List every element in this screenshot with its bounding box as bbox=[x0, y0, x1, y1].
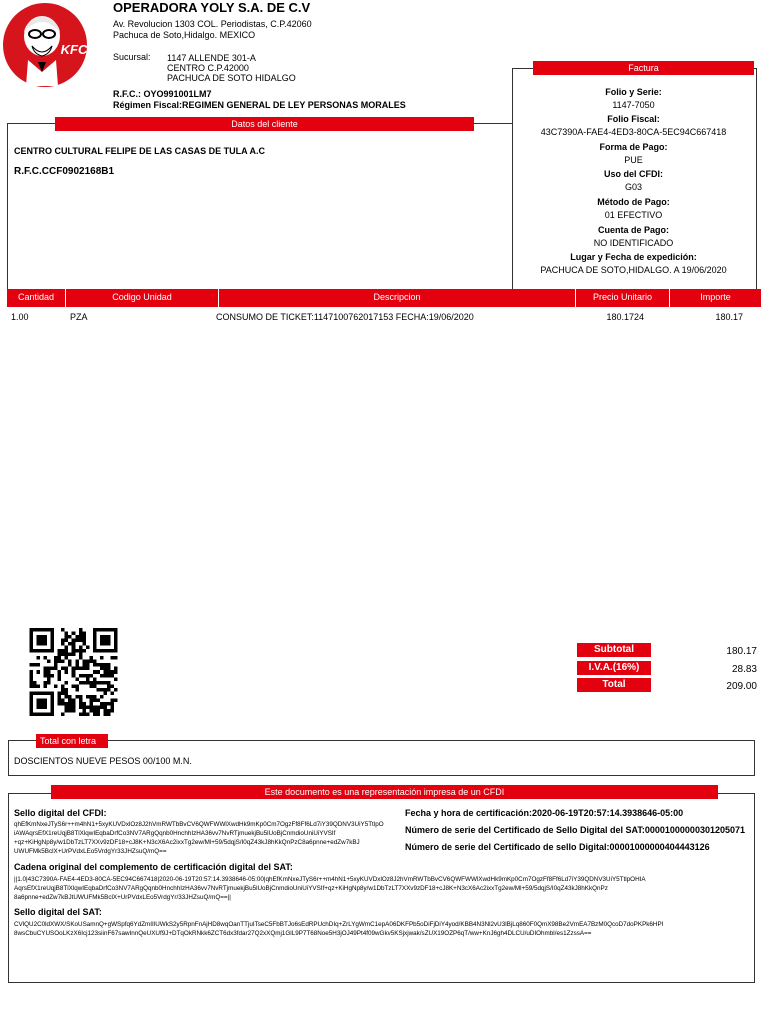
cadena-original-text bbox=[14, 875, 744, 902]
cliente-title: Datos del cliente bbox=[55, 117, 474, 131]
serie-certificado-sat: Número de serie del Certificado de Sello Digital del SAT:00001000000301205071 bbox=[405, 825, 745, 835]
fecha-certificacion: Fecha y hora de certificación:2020-06-19T20:57:14.3938646-05:00 bbox=[405, 808, 684, 818]
kfc-logo-text: KFC bbox=[60, 42, 88, 57]
cliente-name: CENTRO CULTURAL FELIPE DE LAS CASAS DE TULA A.C bbox=[14, 146, 266, 156]
sucursal-line: CENTRO C.P.42000 bbox=[167, 63, 249, 73]
factura-title: Factura bbox=[533, 61, 754, 75]
total-label: Total bbox=[577, 678, 651, 692]
cliente-rfc: R.F.C.CCF0902168B1 bbox=[14, 166, 115, 177]
sello-cfdi-line: UWUFMk5BclX+UrPVdxLEo5VrdgYr33JHZsuQ/mQ== bbox=[14, 848, 167, 855]
sucursal-line: 1147 ALLENDE 301-A bbox=[167, 53, 256, 63]
company-name: OPERADORA YOLY S.A. DE C.V bbox=[113, 0, 311, 15]
sucursal-line: PACHUCA DE SOTO HIDALGO bbox=[167, 73, 296, 83]
cadena-line: 8a6pnne+edZw7kBJtUWUFMk5BclX+UrPVdxLEo5VrdgYr/33JHZsuQ/mQ==|| bbox=[14, 894, 231, 901]
col-precio-unitario: Precio Unitario bbox=[576, 289, 670, 307]
forma-pago-label: Forma de Pago: bbox=[599, 142, 668, 152]
metodo-pago-value: 01 EFECTIVO bbox=[604, 210, 663, 220]
total-letra-text: DOSCIENTOS NUEVE PESOS 00/100 M.N. bbox=[14, 756, 192, 766]
total-letra-title: Total con letra bbox=[36, 734, 108, 748]
lugar-fecha-value: PACHUCA DE SOTO,HIDALGO. A 19/06/2020 bbox=[540, 265, 727, 275]
sello-cfdi-label: Sello digital del CFDI: bbox=[14, 808, 107, 818]
lugar-fecha-label: Lugar y Fecha de expedición: bbox=[570, 252, 697, 262]
sello-sat-text bbox=[14, 920, 744, 938]
cuenta-pago-value: NO IDENTIFICADO bbox=[593, 238, 674, 248]
company-address-line1: Av. Revolucion 1303 COL. Periodistas, C.P.42060 bbox=[113, 19, 312, 29]
folio-serie-value: 1147-7050 bbox=[612, 100, 655, 110]
folio-fiscal-value: 43C7390A-FAE4-4ED3-80CA-5EC94C667418 bbox=[540, 127, 727, 137]
folio-serie-label: Folio y Serie: bbox=[605, 87, 662, 97]
subtotal-label: Subtotal bbox=[577, 643, 651, 657]
iva-value: 28.83 bbox=[731, 664, 757, 675]
sello-sat-line: 8wsCbuCYUSOoLKzX6Icj123siinF67sawInnQeUXUf9J+DTqOkRNkk6ZCT6dx3fdar27Q2xXQmj1GlL9P7T68Noe5H3jOJ49Pt4f09wGkv5KSjxjwak/sZUX19OZP6qT/ww+KnJ6gh4DLCU/uDIOhmbl/es1ZzssA== bbox=[14, 930, 592, 937]
sello-sat-label: Sello digital del SAT: bbox=[14, 907, 102, 917]
kfc-logo bbox=[2, 2, 88, 88]
row-importe: 180.17 bbox=[715, 312, 743, 322]
cfdi-title: Este documento es una representación impresa de un CFDI bbox=[51, 785, 718, 799]
company-address-line2: Pachuca de Soto,Hidalgo. MEXICO bbox=[113, 30, 256, 40]
cadena-original-label: Cadena original del complemento de certificación digital del SAT: bbox=[14, 862, 293, 872]
uso-cfdi-label: Uso del CFDI: bbox=[603, 169, 663, 179]
iva-label: I.V.A.(16%) bbox=[577, 661, 651, 675]
col-codigo-unidad: Codigo Unidad bbox=[66, 289, 219, 307]
sello-sat-line: CVlQU2C0ldXWX/SKoUSamnQ+gWSpfq6YdZmIIlUWkS2y5RpnFnAjHD8wqOanTTjuITseC5FbBTJo6sEdRPUchDIq+ZrLYgWmC1epA06DKFPb5oDiFjDiY4yod/KBB4N3Nl2vU3lBjLq860F0QmX98Be2VmEA7BzM0QcoD7doPKPk6HPI bbox=[14, 921, 664, 928]
metodo-pago-label: Método de Pago: bbox=[597, 197, 670, 207]
regimen-fiscal: Régimen Fiscal:REGIMEN GENERAL DE LEY PERSONAS MORALES bbox=[113, 100, 406, 110]
row-descripcion: CONSUMO DE TICKET:1147100762017153 FECHA:19/06/2020 bbox=[216, 312, 474, 322]
sello-cfdi-line: +qz+KiHgNp8y/w1DbTzLT7XXv9zDF18+cJ8K+N3cX6Ac2ixxTg2ew/Ml+59/5dqjS/I0qZ43kJ8hKkQnPzC8a6pnne+edZw7kBJ bbox=[14, 839, 360, 846]
sello-cfdi-line: qhEfKmNxeJTyS6r++m4hN1+5xyKUVDxlOz8J2hVmRWTbBvCV6QWFWWlXwdHk9mKp0Cm7OgzFf8Ff6Ld7iY39QDNV3UiY5TtlpO bbox=[14, 821, 384, 828]
sucursal-label: Sucursal: bbox=[113, 52, 151, 62]
folio-fiscal-label: Folio Fiscal: bbox=[607, 114, 660, 124]
row-precio: 180.1724 bbox=[606, 312, 644, 322]
subtotal-value: 180.17 bbox=[726, 646, 757, 657]
qr-code bbox=[27, 628, 120, 716]
row-cantidad: 1.00 bbox=[11, 312, 29, 322]
sello-cfdi-text bbox=[14, 820, 414, 856]
col-cantidad: Cantidad bbox=[7, 289, 66, 307]
row-unidad: PZA bbox=[70, 312, 88, 322]
emisor-rfc: R.F.C.: OYO991001LM7 bbox=[113, 89, 212, 99]
uso-cfdi-value: G03 bbox=[624, 182, 642, 192]
forma-pago-value: PUE bbox=[624, 155, 643, 165]
total-value: 209.00 bbox=[726, 681, 757, 692]
sello-cfdi-line: iAWAqrsEfX1reUqjB8TlXlqwIEqbaDrfCo3NV7ARgQqnb0HnchhIzHA36vv7NvRTjmuekjBu5lUoBjCnmdioUniUiYVSIf bbox=[14, 830, 336, 837]
cadena-line: ||1.0|43C7390A-FAE4-4ED3-80CA-5EC94C667418|2020-06-19T20:57:14.3938646-05:00|qhEfKmNxeJTyS6r++m4hN1+5xyKUVDxlOz8J2hVmRWTbBvCV6QWFWWlXwdHk9mKp0Cm7OgzFf8Ff6Ld7iY39QDNV3UiY5TtlpOHIA bbox=[14, 876, 646, 883]
cadena-line: AqrsEfX1reUqjB8TlXlqwIEqbaDrfCo3NV7ARgQqnb0HnchhIzHA36vv7NvRTjmuekjBu5lUoBjCnmdioUniUiYVSIf+qz+KiHgNp8y/w1DbTzLT7XXv9zDF18+cJ8K+N3cX6Ac2ixxTg2ew/Ml+59/5dqjS/I0qZ43kJ8hKkQnPz bbox=[14, 885, 608, 892]
col-descripcion: Descripcion bbox=[219, 289, 576, 307]
serie-certificado-digital: Número de serie del Certificado de sello Digital:00001000000404443126 bbox=[405, 842, 710, 852]
col-importe: Importe bbox=[700, 292, 731, 302]
cuenta-pago-label: Cuenta de Pago: bbox=[597, 225, 669, 235]
concepts-table-header bbox=[7, 289, 761, 307]
